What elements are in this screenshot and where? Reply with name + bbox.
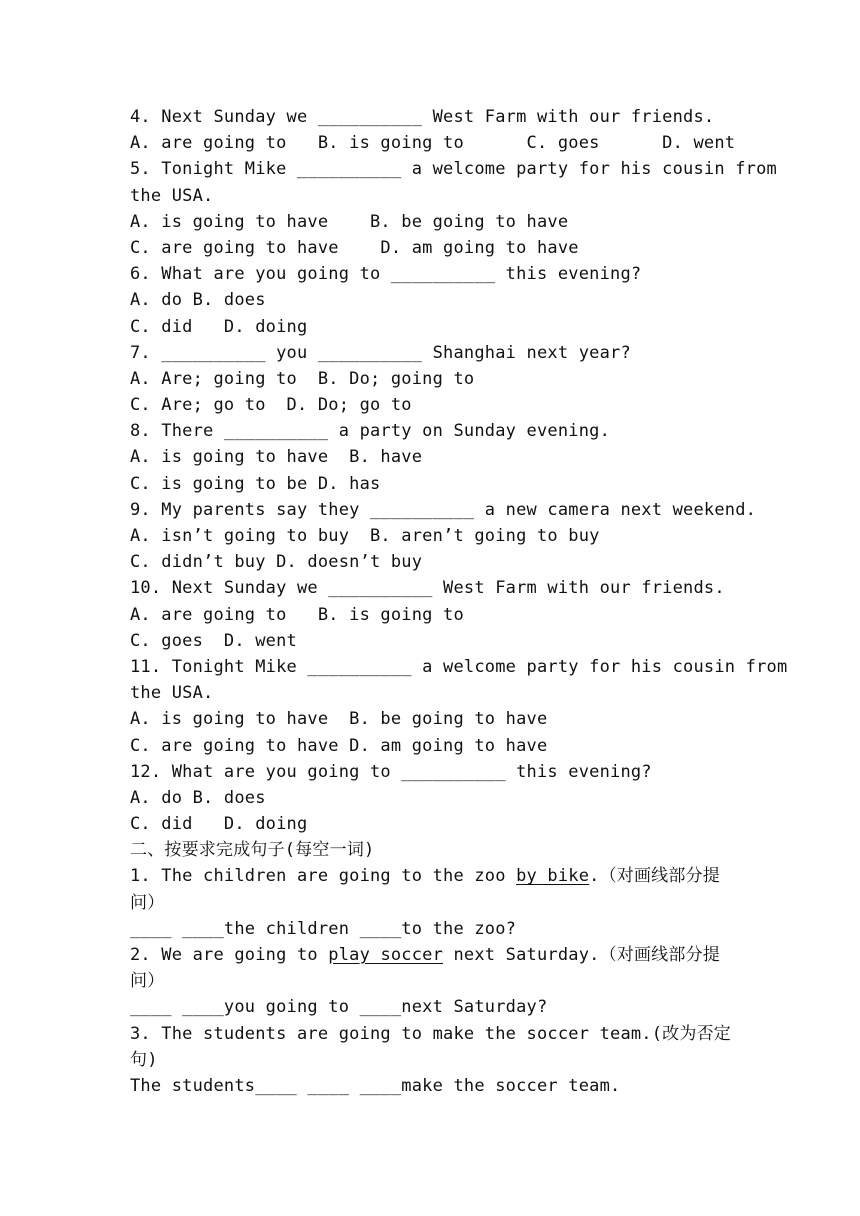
question-11: 11. Tonight Mike __________ a welcome party for his cousin from [130,656,788,677]
rewrite-question-2-cont: 问） [130,971,165,992]
question-9: 9. My parents say they __________ a new camera next weekend. [130,499,757,520]
rewrite-1-after: .（对画线部分提 [589,866,720,887]
question-4: 4. Next Sunday we __________ West Farm with our friends. [130,107,715,127]
question-11-options-ab: A. is going to have B. be going to have [130,709,548,730]
rewrite-question-3-cont: 句) [130,1049,158,1070]
question-7-options-ab: A. Are; going to B. Do; going to [130,368,475,389]
question-8: 8. There __________ a party on Sunday evening. [130,421,611,442]
rewrite-question-1-cont: 问） [130,892,165,913]
question-4-options: A. are going to B. is going to C. goes D. went [130,133,736,154]
question-11-options-cd: C. are going to have D. am going to have [130,735,548,756]
question-5-cont: the USA. [130,185,214,206]
question-10-options-cd: C. goes D. went [130,630,297,651]
question-5-options-ab: A. is going to have B. be going to have [130,211,569,232]
rewrite-2-after: next Saturday.（对画线部分提 [443,945,720,965]
section-two-heading: 二、按要求完成句子(每空一词) [130,840,375,861]
question-6-options-cd: C. did D. doing [130,316,308,337]
question-5-options-cd: C. are going to have D. am going to have [130,237,579,258]
rewrite-2-underlined: play soccer [328,945,444,965]
question-5: 5. Tonight Mike __________ a welcome party for his cousin from [130,159,777,180]
question-7-options-cd: C. Are; go to D. Do; go to [130,395,412,416]
question-10: 10. Next Sunday we __________ West Farm with our friends. [130,578,725,599]
question-6: 6. What are you going to __________ this evening? [130,264,642,285]
question-9-options-ab: A. isn’t going to buy B. aren’t going to buy [130,526,600,546]
question-8-options-ab: A. is going to have B. have [130,447,423,468]
question-10-options-ab: A. are going to B. is going to [130,604,464,625]
rewrite-2-before: 2. We are going to [130,945,329,965]
question-9-options-cd: C. didn’t buy D. doesn’t buy [130,552,423,573]
rewrite-answer-3: The students____ ____ ____make the soccer team. [130,1075,621,1096]
rewrite-answer-2: ____ ____you going to ____next Saturday? [130,997,548,1018]
rewrite-1-before: 1. The children are going to the zoo [130,866,517,887]
rewrite-1-underlined: by bike [516,866,590,887]
rewrite-question-3: 3. The students are going to make the soccer team.(改为否定 [130,1023,731,1044]
question-12-options-cd: C. did D. doing [130,814,308,835]
rewrite-question-2 [130,942,740,968]
rewrite-answer-1: ____ ____the children ____to the zoo? [130,918,517,939]
question-8-options-cd: C. is going to be D. has [130,473,381,494]
exercise-content [130,104,788,1099]
rewrite-question-1 [130,863,740,889]
question-12: 12. What are you going to __________ this evening? [130,761,652,782]
question-7: 7. __________ you __________ Shanghai next year? [130,342,631,363]
question-12-options-ab: A. do B. does [130,787,266,808]
question-6-options-ab: A. do B. does [130,290,266,311]
question-11-cont: the USA. [130,683,214,704]
